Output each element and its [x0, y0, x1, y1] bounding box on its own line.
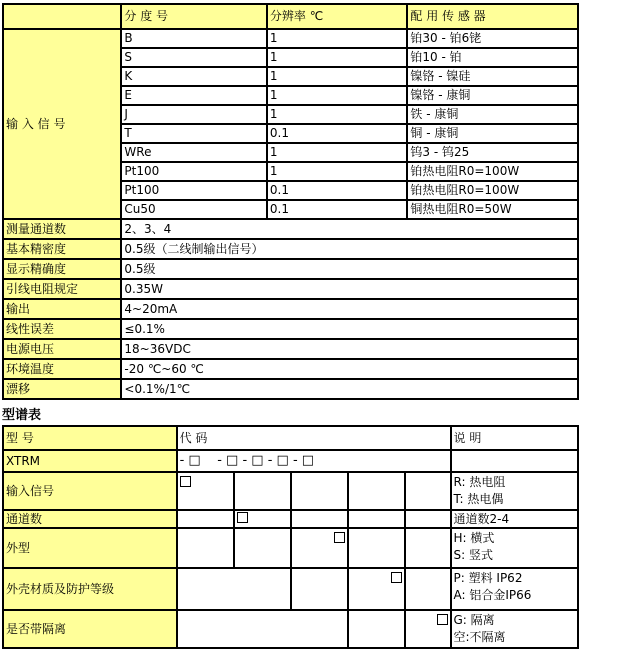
sensor-cell: 镍铬 - 康铜 [407, 86, 578, 105]
graduation-cell: T [121, 124, 267, 143]
code-cell [234, 510, 291, 528]
option-label-cell: 通道数 [3, 510, 177, 528]
description-line: R: 热电阻 [453, 475, 506, 489]
code-cell [291, 568, 348, 610]
resolution-cell: 0.1 [267, 181, 407, 200]
code-cell [405, 568, 450, 610]
spec-label-cell: 电源电压 [3, 339, 121, 359]
model-header-row [3, 426, 578, 450]
code-cell [405, 610, 450, 648]
option-label-cell: 输入信号 [3, 472, 177, 510]
code-cell [177, 568, 291, 610]
code-cell [177, 610, 349, 648]
spec-row [3, 319, 578, 339]
description-line: S: 竖式 [453, 548, 493, 562]
description-cell [451, 472, 579, 510]
spec-header-row [3, 4, 578, 29]
spec-value-cell: -20 ℃~60 ℃ [121, 359, 578, 379]
description-line: P: 塑料 IP62 [453, 571, 523, 585]
code-cell [405, 510, 450, 528]
spec-label-cell: 输出 [3, 299, 121, 319]
code-cell [177, 528, 234, 568]
spec-row [3, 259, 578, 279]
spec-value-cell: 4~20mA [121, 299, 578, 319]
description-cell [451, 610, 579, 648]
section-title: 型谱表 [2, 408, 42, 423]
code-cell [291, 528, 348, 568]
graduation-cell: J [121, 105, 267, 124]
code-cell [291, 510, 348, 528]
graduation-cell: B [121, 29, 267, 48]
model-option-row [3, 472, 578, 510]
code-pattern-cell: - □ - □ - □ - □ - □ [177, 450, 451, 472]
sensor-header: 配 用 传 感 器 [407, 4, 578, 29]
description-cell [451, 568, 579, 610]
signal-row [3, 29, 578, 48]
sensor-cell: 铂热电阻R0=100W [407, 162, 578, 181]
description-cell [451, 510, 579, 528]
sensor-cell: 铂30 - 铂6铑 [407, 29, 578, 48]
checkbox-icon [334, 532, 345, 543]
resolution-header: 分辨率 ℃ [267, 4, 407, 29]
option-label-cell: 是否带隔离 [3, 610, 177, 648]
graduation-header: 分 度 号 [121, 4, 267, 29]
resolution-cell: 1 [267, 86, 407, 105]
graduation-cell: S [121, 48, 267, 67]
spec-label-cell: 测量通道数 [3, 219, 121, 239]
graduation-cell: K [121, 67, 267, 86]
checkbox-icon [237, 512, 248, 523]
resolution-cell: 1 [267, 143, 407, 162]
model-option-row [3, 528, 578, 568]
spec-table [2, 3, 579, 400]
description-line: 空:不隔离 [453, 630, 506, 644]
graduation-cell: Pt100 [121, 162, 267, 181]
model-table [2, 425, 579, 649]
option-label-cell: 外壳材质及防护等级 [3, 568, 177, 610]
description-empty-cell [451, 450, 579, 472]
model-option-row [3, 610, 578, 648]
spec-value-cell: ≤0.1% [121, 319, 578, 339]
spec-row [3, 219, 578, 239]
spec-value-cell: 0.5级（二线制输出信号） [121, 239, 578, 259]
spec-label-cell: 引线电阻规定 [3, 279, 121, 299]
sensor-cell: 铂10 - 铂 [407, 48, 578, 67]
resolution-cell: 1 [267, 67, 407, 86]
sensor-cell: 铁 - 康铜 [407, 105, 578, 124]
code-cell [348, 472, 405, 510]
description-cell [451, 528, 579, 568]
resolution-cell: 1 [267, 162, 407, 181]
code-cell [348, 510, 405, 528]
code-cell [348, 568, 405, 610]
spec-value-cell: 0.35W [121, 279, 578, 299]
spec-label-cell: 基本精密度 [3, 239, 121, 259]
code-cell [348, 528, 405, 568]
spec-row [3, 379, 578, 399]
spec-row [3, 239, 578, 259]
code-header: 代 码 [177, 426, 451, 450]
graduation-cell: WRe [121, 143, 267, 162]
resolution-cell: 0.1 [267, 200, 407, 219]
sensor-cell: 镍铬 - 镍硅 [407, 67, 578, 86]
description-line: T: 热电偶 [453, 492, 504, 506]
spec-row [3, 299, 578, 319]
sensor-cell: 铜热电阻R0=50W [407, 200, 578, 219]
sensor-cell: 钨3 - 钨25 [407, 143, 578, 162]
description-line: G: 隔离 [453, 613, 495, 627]
code-cell [405, 472, 450, 510]
resolution-cell: 1 [267, 29, 407, 48]
sensor-cell: 铂热电阻R0=100W [407, 181, 578, 200]
resolution-cell: 1 [267, 48, 407, 67]
model-name-row [3, 450, 578, 472]
graduation-cell: Pt100 [121, 181, 267, 200]
description-line: 通道数2-4 [453, 511, 510, 526]
code-cell [177, 472, 234, 510]
model-header: 型 号 [3, 426, 177, 450]
checkbox-icon [391, 572, 402, 583]
spec-label-cell: 线性误差 [3, 319, 121, 339]
code-cell [405, 528, 450, 568]
code-cell [291, 472, 348, 510]
graduation-cell: Cu50 [121, 200, 267, 219]
spec-value-cell: 2、3、4 [121, 219, 578, 239]
checkbox-icon [437, 614, 448, 625]
model-name-cell: XTRM [3, 450, 177, 472]
spec-label-cell: 漂移 [3, 379, 121, 399]
spec-value-cell: <0.1%/1℃ [121, 379, 578, 399]
spec-value-cell: 0.5级 [121, 259, 578, 279]
spec-label-cell: 环境温度 [3, 359, 121, 379]
description-line: A: 铝合金IP66 [453, 588, 532, 602]
option-label-cell: 外型 [3, 528, 177, 568]
corner-header-cell [3, 4, 121, 29]
resolution-cell: 0.1 [267, 124, 407, 143]
spec-row [3, 359, 578, 379]
code-cell [234, 528, 291, 568]
spec-label-cell: 显示精确度 [3, 259, 121, 279]
code-cell [177, 510, 234, 528]
description-line: H: 横式 [453, 531, 495, 545]
spec-value-cell: 18~36VDC [121, 339, 578, 359]
checkbox-icon [180, 476, 191, 487]
model-option-row [3, 510, 578, 528]
code-cell [234, 472, 291, 510]
sensor-cell: 铜 - 康铜 [407, 124, 578, 143]
code-cell [348, 610, 405, 648]
resolution-cell: 1 [267, 105, 407, 124]
model-option-row [3, 568, 578, 610]
input-signal-label: 输 入 信 号 [3, 29, 121, 219]
graduation-cell: E [121, 86, 267, 105]
description-header: 说 明 [451, 426, 579, 450]
spec-row [3, 279, 578, 299]
spec-row [3, 339, 578, 359]
